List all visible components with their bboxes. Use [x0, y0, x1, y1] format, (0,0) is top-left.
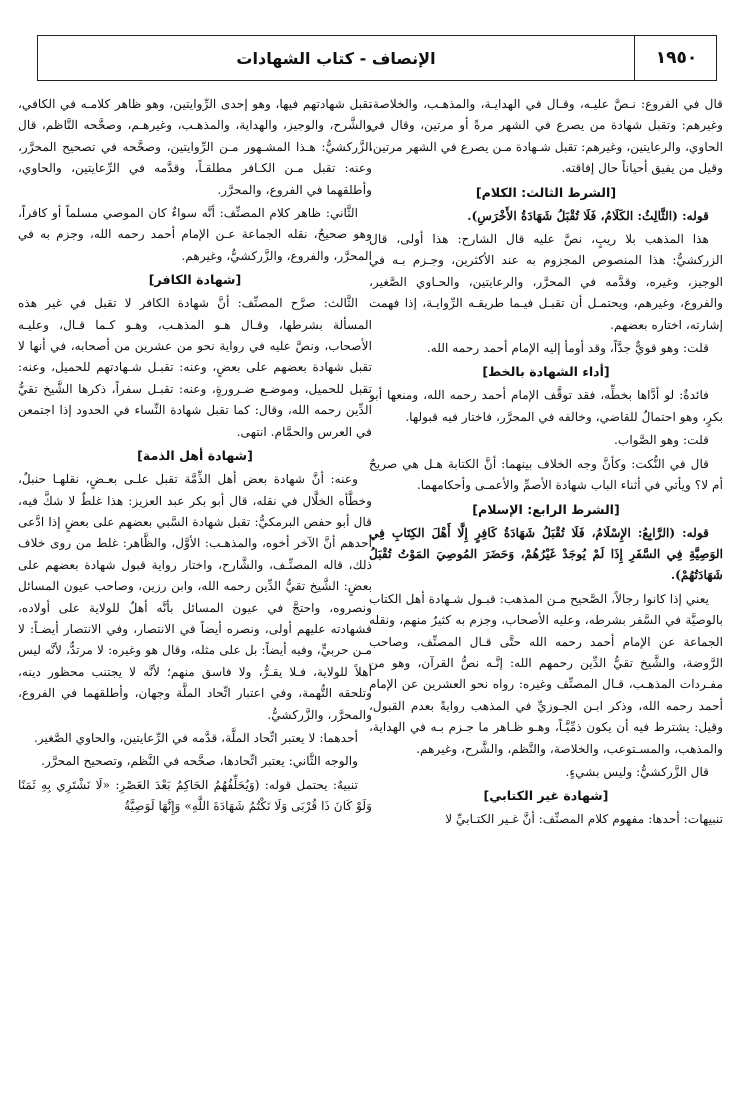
paragraph: تنبيهٌ: يحتمل قوله: (وَيُحَلِّفُهُمُ الحَاكِمُ بَعْدَ العَصْرِ: «لَا نَشْتَرِي بِهِ ثَمَنًا وَلَوْ كَانَ ذَا قُرْبَى وَلَا نَكْتُمُ شَهَادَةَ اللَّهِ» وَإِنَّهَا لَوَصِيَّةُ — [18, 777, 372, 814]
section-heading-dhimma: [شهادة أهل الذمة] — [137, 448, 253, 464]
paragraph: الثَّاني: ظاهر كلام المصنِّف: أنَّه سواءٌ كان الموصي مسلماً أو كافراً، وهو صحيحٌ، نقله الجماعة عـن الإمام أحمد رحمه الله، وجزم به في المحرَّر، والفروع، والزَّركشيُّ، وغيرهم. — [18, 206, 372, 263]
paragraph: أحدهما: لا يعتبر اتِّحاد الملَّة، قدَّمه في الرِّعايتين، والحاوي الصَّغير. — [33, 730, 358, 745]
page-header — [37, 35, 717, 81]
running-title: الإنصاف - كتاب الشهادات — [236, 48, 436, 68]
paragraph: يعني إذا كانوا رجالاً، الصَّحيح مـن المذهب: قبـول شـهادة أهل الكتاب بالوصيَّة في السَّفر بشرطه، وعليه الأصحاب، وجزم به كثيرٌ منهم، ونقله الجماعة عن الإمام أحمد رحمه الله حتَّى قـال المصنِّف، وصاحب الرَّوضة، والشَّيخ تقيُّ الدِّين رحمهم الله: إنَّـه نصُّ القرآن، وهو من مفـردات المذهـب، قـال المصنِّف وغيره: رواه نحو العشرين عن الإمام أحمد رحمه الله، وذكر ابـن الجـوزيِّ في المذهب روايةً بعدم القبول، وقيل: يشترط فيه أن يكون ذمِّيَّـاً، وهـو ظـاهر ما جـزم بـه في الهداية، والمذهب، والمسـتوعب، والخلاصة، والنَّظم، والشَّرح، وغيرهم. — [369, 591, 723, 756]
paragraph: هذا المذهب بلا ريبٍ، نصَّ عليه قال الشارح: هذا أولى، قال الزركشيُّ: هذا المنصوص المجزوم به عند الأكثرين، وجـزم بـه في الوجيز، وغيره، وقدَّمه في المحرَّر، والرعايتين، والحـاوي الصَّغير، والفروع، وغيرهم، ويحتمـل أن تقبـل فيـما طريقـه الرِّوايـة، إذا فهمت إشارته، اختاره بعضهم. — [369, 232, 723, 332]
header-divider — [634, 36, 635, 80]
section-heading-written-testimony: [أداء الشهادة بالخط] — [482, 364, 610, 380]
matn-quote: قوله: (الثَّالِثُ: الكَلَامُ، فَلَا تُقْبَلُ شَهَادَةُ الأَخْرَسِ). — [467, 208, 709, 223]
paragraph: تقبل شهادتهم فيها، وهو إحدى الرِّوايتين، وهو ظاهر كلامـه في الكافي، والشَّرح، والوجيز، والهداية، والمذهـب، وغيرهـم، وصحَّحه النَّاظم، قال الزَّركشيُّ: هـذا المشـهور مـن الرِّوايتين، وصحَّحه في تصحيح المحرَّر، وعنه: تقبل مـن الكـافر مطلقـاً، وقدَّمه في الرِّعايتين، والحاوي، وأطلقهما في الفروع، والمحرَّر. — [18, 97, 372, 197]
paragraph: الثَّالث: صرَّح المصنِّف: أنَّ شهادة الكافر لا تقبل في غير هذه المسألة بشرطها، وقـال هـو المذهـب، وهـو كـما قـال، وعليـه الأصحاب، ونصَّ عليه في رواية نحو من عشرين من أصحابه، في أنها لا تقبل شهادة بعضهم على بعضٍ، وعنه: تقبـل شـهادتهم للحميل، وعنه: تقبل للحميل، وموضـع ضـرورةٍ، وعنه: تقبـل سفراً، ذكرها الشَّيخ تقيُّ الدِّين رحمه الله، وقال: كما تقبل شهادة النِّساء في الحدود إذا اجتمعن في العرس والحمَّام. انتهى. — [18, 296, 372, 439]
paragraph: قال في الفروع: نـصَّ عليـه، وقـال في الهدايـة، والمذهـب، والخلاصة، وغيرهم: وتقبل شهادة من يصرع في الشهر مرةً أو مرتين، وقال في الحاوي، والرعايتين، وغيرهم: تقبل شـهادة مـن يصرع في الشهر مرتين، وقيل من يفيق أحياناً حال إفاقته. — [369, 97, 723, 176]
paragraph: تنبيهات: أحدها: مفهوم كلام المصنِّف: أنَّ غـير الكتـابيِّ لا — [445, 812, 723, 827]
paragraph: قال الزَّركشيُّ: وليس بشيءٍ. — [565, 764, 709, 779]
paragraph: قلت: وهو الصَّواب. — [614, 433, 709, 448]
paragraph: قال في النُّكت: وكأنَّ وجه الخلاف بينهما: أنَّ الكتابة هـل هي صريحٌ أم لا؟ ويأتي في أثناء الباب شهادة الأصمِّ والأعمـى وأحكامهما. — [369, 456, 723, 493]
paragraph: فائدةٌ: لو أدَّاها بخطِّه، فقد توقَّف الإمام أحمد رحمه الله، ومنعها أبو بكرٍ، وهو احتمالٌ للقاضي، وخالفه في المحرَّر، فاختار فيه قبولها. — [369, 388, 723, 424]
section-heading-non-scripture: [شهادة غير الكتابي] — [483, 788, 609, 804]
section-heading-islam: [الشرط الرابع: الإسلام] — [472, 501, 620, 517]
paragraph: قلت: وهو قويٌّ جدَّاً، وقد أومأ إليه الإمام أحمد رحمه الله. — [426, 341, 709, 356]
section-heading-disbeliever: [شهادة الكافر] — [148, 272, 242, 288]
left-column — [18, 94, 372, 1084]
paragraph: والوجه الثَّاني: يعتبر اتِّحادها، صحَّحه في النَّظم، وتصحيح المحرَّر. — [41, 754, 358, 769]
right-column — [369, 94, 723, 1084]
paragraph: وعنه: أنَّ شهادة بعض أهل الذِّمَّة تقبل علـى بعـضٍ، نقلهـا حنبلٌ، وخطَّأه الخلَّال في نقله، قال أبو بكر عبد العزيز: هذا غلطٌ لا شكَّ فيه، قال أبو حفص البرمكيُّ: تقبل شهادة السَّبي بعضهم على بعضٍ إذا ادَّعى أحدهم أنَّ الآخر أخوه، والمذهـب: الأوَّل، والظَّاهر: غلط من روى خلاف ذلك، قاله المصنِّـف، والشَّارح، واختار رواية قبول شهادة بعضهم على بعضٍ: الشَّيخ تقيُّ الدِّين رحمه الله، وابن رزين، وصاحب عيون المسائل ونصروه، واحتجَّ في عيون المسائل بأنَّه أهلٌ للولاية على أولاده، فشهادته عليهم أولى، ونصره أيضاً في الانتصار، وفي الانتصار أيضـاً: لا مـن حربيٍّ، وفيه أيضاً: بل على مثله، وقال هو وغيره: لا مرتدٌّ، لأنَّه ليس أهلاً للولاية، فـلا يقـرُّ، ولا فاسق منهم؛ لأنَّه لا يجتنب محظور دينه، وتلحقه التُّهمة، وفي اعتبار اتِّحاد الملَّة وجهان، وأطلقهما في الفروع، والمحرَّر، والزَّركشيُّ. — [18, 472, 372, 722]
page-number: ١٩٥٠ — [655, 48, 698, 68]
section-heading-speech: [الشرط الثالث: الكلام] — [475, 184, 617, 200]
matn-quote: قوله: (الرَّابِعُ: الإِسْلَامُ، فَلَا تُقْبَلُ شَهَادَةُ كَافِرٍ إِلَّا أَهْلَ الكِتَابِ فِي الوَصِيَّةِ فِي السَّفَرِ إِذَا لَمْ يُوجَدْ غَيْرُهُمْ، وَحَضَرَ المُوصِيَ المَوْتُ تُقْبَلُ شَهَادَتُهُمْ). — [369, 525, 723, 583]
